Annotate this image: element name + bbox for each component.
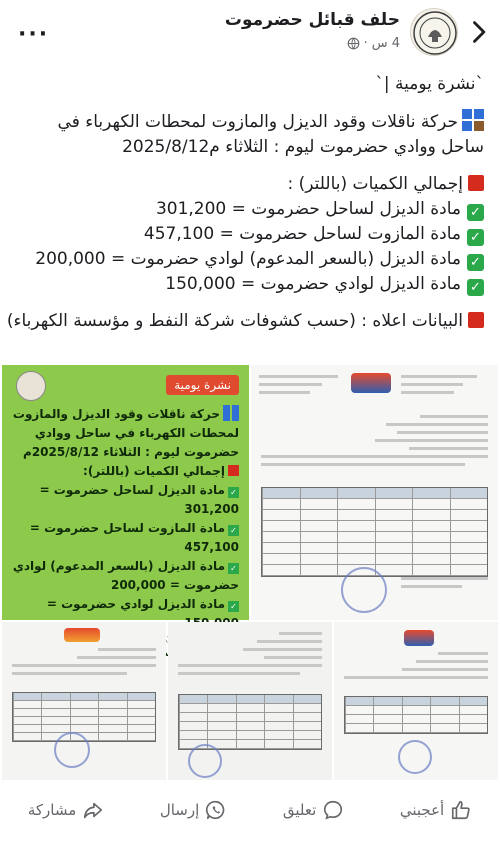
post-line: [16, 197, 484, 222]
comment-button[interactable]: [283, 799, 344, 821]
post-line-text: مادة الديزل (بالسعر المدعوم) لوادي حضرموت = 200,000: [35, 249, 461, 269]
doc-body-text: [12, 648, 156, 680]
doc-header-text: [401, 375, 490, 399]
tribe-seal-icon: [411, 9, 459, 57]
stamp-icon: [188, 744, 222, 778]
doc-table: [178, 694, 322, 750]
stamp-icon: [54, 732, 90, 768]
bulletin-line: [12, 462, 239, 481]
post-header: [0, 0, 500, 64]
document-image[interactable]: [168, 622, 332, 780]
send-button[interactable]: [160, 799, 227, 821]
check-icon: ✓: [228, 601, 239, 612]
blue-squares-icon: [223, 405, 239, 421]
stamp-icon: [398, 740, 432, 774]
post-line: [6, 309, 484, 334]
check-icon: ✓: [467, 229, 484, 246]
thumbs-up-icon: [450, 799, 472, 821]
avatar[interactable]: [410, 8, 458, 56]
send-label: إرسال: [159, 801, 200, 819]
like-button[interactable]: [400, 799, 472, 821]
more-dots-icon[interactable]: ···: [18, 22, 50, 47]
bulletin-item: مادة الديزل لوادي حضرموت =: [46, 597, 225, 611]
company-logo-icon: [351, 373, 391, 393]
bulletin-badge: نشرة يومية: [166, 375, 239, 395]
comment-bubble-icon: [322, 799, 344, 821]
bulletin-line: [12, 481, 239, 519]
meta-separator: ·: [363, 36, 368, 51]
doc-table: [261, 487, 488, 577]
post-line: [16, 272, 484, 297]
doc-signature-text: [401, 577, 488, 593]
doc-table: [12, 692, 156, 742]
check-icon: ✓: [467, 254, 484, 271]
blue-squares-icon: [462, 109, 484, 131]
post-actions: [0, 790, 500, 830]
post-line: [16, 109, 484, 135]
post-line: ساحل ووادي حضرموت ليوم : الثلاثاء م2025/8/12: [122, 137, 484, 157]
share-label: مشاركة: [27, 801, 77, 819]
post-line: [16, 222, 484, 247]
bulletin-item: مادة المازوت لساحل حضرموت = 457,100: [29, 521, 239, 554]
company-logo-icon: [64, 628, 100, 642]
check-icon: ✓: [228, 525, 239, 536]
share-arrow-icon: [82, 799, 104, 821]
post-body: [6, 72, 484, 334]
bulletin-title: حركة ناقلات وقود الديزل والمازوت لمحطات الكهرباء في ساحل ووادي حضرموت ليوم : الثلاثاء 2025/8/12م: [12, 407, 239, 459]
red-square-icon: [468, 312, 484, 328]
bulletin-totals: إجمالي الكميات (باللتر):: [83, 464, 225, 478]
check-icon: ✓: [228, 487, 239, 498]
page-name[interactable]: حلف قبائل حضرموت: [224, 10, 400, 30]
doc-body-text: [344, 652, 488, 684]
like-label: أعجبني: [399, 801, 445, 819]
post-line-text: إجمالي الكميات (باللتر) :: [287, 174, 463, 194]
bulletin-item: مادة الديزل (بالسعر المدعوم) لوادي حضرموت = 200,000: [12, 559, 239, 592]
post-line-text: مادة الديزل لساحل حضرموت = 301,200: [155, 199, 461, 219]
post-line-text: مادة الديزل لوادي حضرموت = 150,000: [165, 274, 461, 294]
red-square-icon: [228, 465, 239, 476]
bulletin-image[interactable]: [2, 365, 249, 620]
post-time: 4 س: [371, 36, 400, 51]
check-icon: ✓: [228, 563, 239, 574]
bulletin-line: [12, 405, 239, 462]
share-button[interactable]: [28, 799, 104, 821]
doc-body-text: [261, 415, 488, 471]
stamp-icon: [341, 567, 387, 613]
comment-label: تعليق: [282, 801, 317, 819]
doc-table: [344, 696, 488, 734]
bulletin-line: [12, 519, 239, 557]
post-line: `نشرة يومية |`: [375, 74, 484, 94]
post-line-text: البيانات اعلاه : (حسب كشوفات شركة النفط و مؤسسة الكهرباء): [6, 311, 463, 331]
company-logo-icon: [404, 630, 434, 646]
whatsapp-send-icon: [205, 799, 227, 821]
check-icon: ✓: [467, 204, 484, 221]
document-image[interactable]: [251, 365, 498, 620]
document-image[interactable]: [2, 622, 166, 780]
image-grid: [0, 363, 500, 780]
tribe-seal-icon: [16, 371, 46, 401]
bulletin-item: مادة الديزل لساحل حضرموت = 301,200: [39, 483, 239, 516]
document-image[interactable]: [334, 622, 498, 780]
doc-header-text: [259, 375, 338, 399]
red-square-icon: [468, 175, 484, 191]
post-line: [16, 172, 484, 197]
post-meta: [347, 36, 400, 51]
post-line-text: مادة المازوت لساحل حضرموت = 457,100: [143, 224, 461, 244]
globe-icon: [347, 37, 360, 50]
post-line: [16, 247, 484, 272]
bulletin-line: [12, 557, 239, 595]
check-icon: ✓: [467, 279, 484, 296]
chevron-right-icon[interactable]: [464, 18, 492, 46]
doc-body-text: [178, 632, 322, 680]
post-line-text: حركة ناقلات وقود الديزل والمازوت لمحطات الكهرباء في: [57, 112, 458, 132]
